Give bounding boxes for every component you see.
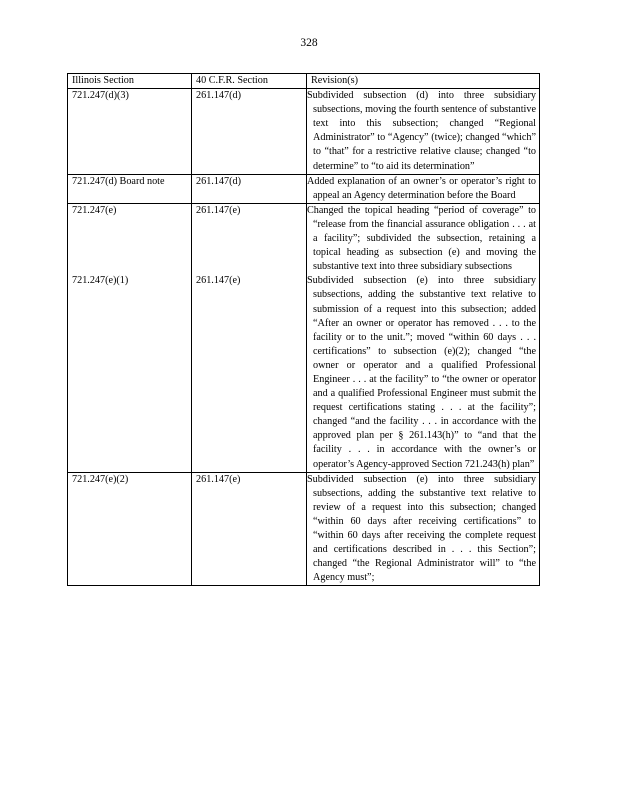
illinois-section-cell: 721.247(d) Board note (68, 174, 192, 203)
illinois-section-cell: 721.247(e) (68, 203, 192, 274)
table-row (68, 89, 540, 175)
cfr-section-cell: 261.147(e) (192, 472, 307, 586)
table-row (68, 203, 540, 274)
illinois-section-cell: 721.247(e)(2) (68, 472, 192, 586)
revision-cell (307, 89, 540, 175)
revision-text: Added explanation of an owner’s or operator’s right to appeal an Agency determination before the Board (307, 175, 536, 201)
cfr-section-cell: 261.147(d) (192, 174, 307, 203)
revision-text: Subdivided subsection (d) into three subsidiary subsections, moving the fourth sentence of substantive text into this subsection; changed “Regional Administrator” to “Agency” (twice); changed “which” to “that” for a restrictive relative clause; changed “to determine” to “to aid its determination” (307, 90, 536, 172)
table-row (68, 174, 540, 203)
revision-text: Subdivided subsection (e) into three subsidiary subsections, adding the substantive text relative to submission of a request into this subsection; added “After an owner or operator has removed . . . to the facility or to the unit.”; moved “within 60 days . . . certifications” to subsection (e)(2); changed “the owner or operator and a qualified Professional Engineer . . . at the facility” to “the owner or operator and a qualified Professional Engineer must submit the request certifications stating . . . at the facility”; changed “and the facility . . . in accordance with the approved plan per § 261.143(h)” to “and that the facility . . . in accordance with the owner’s or operator’s Agency-approved Section 721.243(h) plan” (307, 275, 536, 470)
table-row (68, 472, 540, 586)
header-illinois-section: Illinois Section (68, 74, 192, 89)
revision-text: Subdivided subsection (e) into three subsidiary subsections, adding the substantive text relative to review of a request into this subsection; changed “within 60 days after receiving certifications” to “within 60 days after receiving the complete request and certifications described in . . . this Section”; changed “the Regional Administrator will” to “the Agency must”; (307, 473, 536, 584)
header-revisions: Revision(s) (307, 74, 540, 89)
cfr-section-cell: 261.147(e) (192, 203, 307, 274)
illinois-section-cell: 721.247(d)(3) (68, 89, 192, 175)
table-row (68, 274, 540, 472)
revision-cell (307, 174, 540, 203)
illinois-section-cell: 721.247(e)(1) (68, 274, 192, 472)
page-number: 328 (300, 37, 318, 49)
revision-cell (307, 274, 540, 472)
revision-cell (307, 203, 540, 274)
revision-text: Changed the topical heading “period of coverage” to “release from the financial assurance obligation . . . at a facility”; subdivided the subsection, retaining a topical heading as subsection (e) and moving the substantive text into three subsidiary subsections (307, 204, 536, 273)
cfr-section-cell: 261.147(e) (192, 274, 307, 472)
cfr-section-cell: 261.147(d) (192, 89, 307, 175)
revisions-table (67, 73, 540, 586)
table-header-row (68, 74, 540, 89)
revision-cell (307, 472, 540, 586)
header-cfr-section: 40 C.F.R. Section (192, 74, 307, 89)
